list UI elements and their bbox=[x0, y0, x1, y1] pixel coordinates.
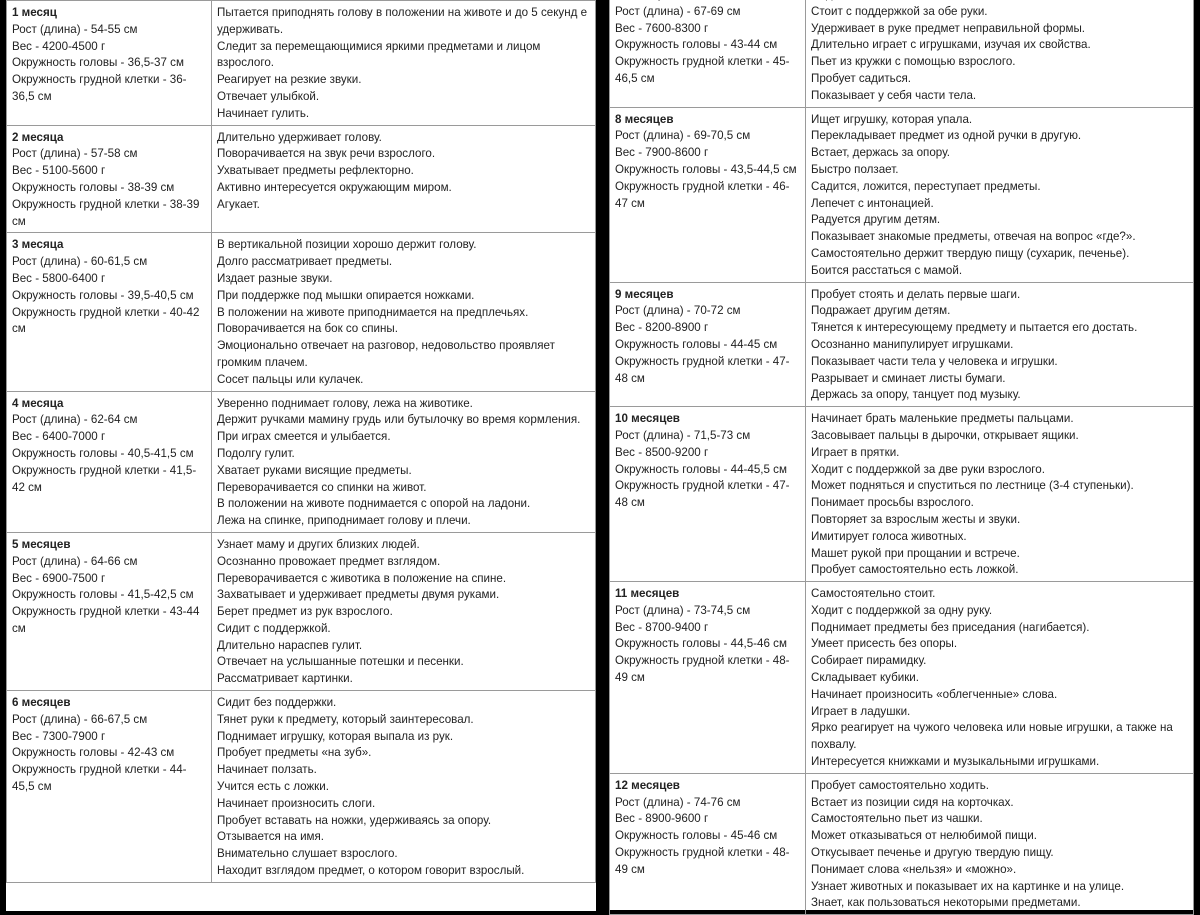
skill-line: Поднимает игрушку, которая выпала из рук. bbox=[217, 729, 454, 743]
skill-line: Умеет присесть без опоры. bbox=[811, 637, 958, 651]
table-row bbox=[7, 125, 596, 233]
skill-line: Ходит с поддержкой за две руки взрослого. bbox=[811, 462, 1045, 476]
skill-line: Разрывает и сминает листы бумаги. bbox=[811, 371, 1006, 385]
skill-line: Тянется к интересующему предмету и пытается его достать. bbox=[811, 321, 1138, 335]
param-line: Рост (длина) - 57-58 см bbox=[12, 147, 138, 161]
skills-cell bbox=[212, 1, 596, 126]
skill-line: Тянет руки к предмету, который заинтересовал. bbox=[217, 712, 474, 726]
skill-line: Показывает знакомые предметы, отвечая на вопрос «где?». bbox=[811, 230, 1136, 244]
params-cell bbox=[7, 391, 212, 532]
param-line: Окружность головы - 40,5-41,5 см bbox=[12, 446, 194, 460]
table-row bbox=[610, 0, 1194, 107]
param-line: Вес - 5800-6400 г bbox=[12, 271, 106, 285]
skill-line: Пробует самостоятельно есть ложкой. bbox=[811, 563, 1019, 577]
skill-line: Знает, как пользоваться некоторыми предметами. bbox=[811, 896, 1081, 910]
param-line: Рост (длина) - 62-64 см bbox=[12, 413, 138, 427]
skill-line: Самостоятельно стоит. bbox=[811, 587, 936, 601]
left-page bbox=[6, 0, 596, 911]
age-label: 6 месяцев bbox=[12, 696, 71, 710]
skill-line: Ходит с поддержкой за одну руку. bbox=[811, 603, 993, 617]
skills-cell bbox=[806, 0, 1194, 107]
param-line: Вес - 8200-8900 г bbox=[615, 321, 709, 335]
skill-line: Рассматривает картинки. bbox=[217, 672, 353, 686]
param-line: Окружность головы - 43,5-44,5 см bbox=[615, 162, 797, 176]
skill-line: Подражает другим детям. bbox=[811, 304, 951, 318]
param-line: Рост (длина) - 70-72 см bbox=[615, 304, 741, 318]
param-line: Окружность грудной клетки - 43-44 см bbox=[12, 605, 200, 635]
skill-line: Начинает гулить. bbox=[217, 106, 310, 120]
skill-line: Боится расстаться с мамой. bbox=[811, 263, 963, 277]
params-cell bbox=[7, 532, 212, 690]
skills-cell bbox=[212, 391, 596, 532]
table-row bbox=[7, 691, 596, 883]
param-line: Рост (длина) - 64-66 см bbox=[12, 554, 138, 568]
skill-line: Отвечает на услышанные потешки и песенки. bbox=[217, 655, 464, 669]
params-cell bbox=[7, 1, 212, 126]
table-row bbox=[610, 407, 1194, 582]
table-row bbox=[610, 773, 1194, 914]
skill-line: Имитирует голоса животных. bbox=[811, 529, 967, 543]
param-line: Рост (длина) - 73-74,5 см bbox=[615, 603, 751, 617]
skill-line: Длительно играет с игрушками, изучая их свойства. bbox=[811, 38, 1091, 52]
age-label: 5 месяцев bbox=[12, 537, 71, 551]
skill-line: Ищет игрушку, которая упала. bbox=[811, 112, 973, 126]
table-row bbox=[7, 532, 596, 690]
table-row bbox=[610, 582, 1194, 774]
skill-line: Сосет пальцы или кулачек. bbox=[217, 372, 364, 386]
skill-line: Сидит без поддержки. bbox=[217, 696, 337, 710]
skill-line: Эмоционально отвечает на разговор, недовольство проявляет громким плачем. bbox=[217, 339, 555, 369]
skill-line: Хватает руками висящие предметы. bbox=[217, 463, 412, 477]
skill-line: Понимает просьбы взрослого. bbox=[811, 496, 974, 510]
skill-line: Находит взглядом предмет, о котором говорит взрослый. bbox=[217, 864, 525, 878]
skill-line: Пытается приподнять голову в положении на животе и до 5 секунд е удерживать. bbox=[217, 6, 588, 36]
param-line: Окружность головы - 45-46 см bbox=[615, 829, 778, 843]
skill-line: Подолгу гулит. bbox=[217, 446, 295, 460]
table-row bbox=[7, 233, 596, 391]
param-line: Окружность головы - 38-39 см bbox=[12, 180, 175, 194]
param-line: Окружность головы - 39,5-40,5 см bbox=[12, 288, 194, 302]
skills-cell bbox=[212, 532, 596, 690]
skill-line: Начинает произносить «облегченные» слова. bbox=[811, 687, 1058, 701]
param-line: Окружность головы - 41,5-42,5 см bbox=[12, 588, 194, 602]
param-line: Рост (длина) - 54-55 см bbox=[12, 22, 138, 36]
skill-line: Поворачивается на звук речи взрослого. bbox=[217, 147, 436, 161]
skill-line: Издает разные звуки. bbox=[217, 271, 333, 285]
age-label: 12 месяцев bbox=[615, 778, 680, 792]
skill-line: Встает, держась за опору. bbox=[811, 146, 950, 160]
age-label: 9 месяцев bbox=[615, 287, 674, 301]
skill-line: Длительно удерживает голову. bbox=[217, 130, 382, 144]
param-line: Вес - 8900-9600 г bbox=[615, 812, 709, 826]
skills-cell bbox=[212, 125, 596, 233]
param-line: Окружность грудной клетки - 40-42 см bbox=[12, 305, 200, 336]
param-line: Окружность головы - 44-45,5 см bbox=[615, 462, 787, 476]
params-cell bbox=[610, 407, 806, 582]
skill-line: Складывает кубики. bbox=[811, 671, 919, 685]
skill-line: Лежа на спинке, приподнимает голову и плечи. bbox=[217, 514, 471, 528]
age-label: 10 месяцев bbox=[615, 412, 680, 426]
skill-line: Показывает у себя части тела. bbox=[811, 88, 977, 102]
skill-line: При играх смеется и улыбается. bbox=[217, 430, 391, 444]
param-line: Окружность грудной клетки - 46-47 см bbox=[615, 179, 790, 210]
skill-line: Быстро ползает. bbox=[811, 162, 899, 176]
skill-line: Сидит с поддержкой. bbox=[217, 621, 331, 635]
param-line: Вес - 4200-4500 г bbox=[12, 39, 106, 53]
param-line: Окружность головы - 44-45 см bbox=[615, 337, 778, 351]
age-label: 11 месяцев bbox=[615, 587, 680, 601]
age-label: 2 месяца bbox=[12, 130, 64, 144]
params-cell bbox=[7, 233, 212, 391]
param-line: Окружность грудной клетки - 47-48 см bbox=[615, 479, 790, 510]
skill-line: Захватывает и удерживает предметы двумя руками. bbox=[217, 588, 500, 602]
params-cell bbox=[610, 773, 806, 914]
skill-line: Пробует предметы «на зуб». bbox=[217, 746, 372, 760]
param-line: Окружность головы - 43-44 см bbox=[615, 38, 778, 52]
param-line: Окружность грудной клетки - 38-39 см bbox=[12, 197, 200, 228]
skill-line: Самостоятельно держит твердую пищу (сухарик, печенье). bbox=[811, 246, 1130, 260]
skill-line: Стоит с поддержкой за обе руки. bbox=[811, 4, 988, 18]
param-line: Вес - 5100-5600 г bbox=[12, 164, 106, 178]
skill-line: Перекладывает предмет из одной ручки в другую. bbox=[811, 129, 1082, 143]
skill-line: При поддержке под мышки опирается ножками. bbox=[217, 288, 475, 302]
params-cell bbox=[610, 282, 806, 407]
age-label: 3 месяца bbox=[12, 238, 64, 252]
param-line: Рост (длина) - 60-61,5 см bbox=[12, 255, 148, 269]
param-line: Окружность грудной клетки - 36-36,5 см bbox=[12, 73, 187, 103]
skill-line: Играет в прятки. bbox=[811, 445, 900, 459]
param-line: Окружность головы - 36,5-37 см bbox=[12, 56, 184, 70]
skill-line: Собирает пирамидку. bbox=[811, 654, 927, 668]
skill-line: Переворачивается с животика в положение на спине. bbox=[217, 571, 507, 585]
param-line: Вес - 8700-9400 г bbox=[615, 620, 709, 634]
skills-cell bbox=[212, 233, 596, 391]
param-line: Окружность грудной клетки - 45-46,5 см bbox=[615, 55, 790, 85]
skill-line: Берет предмет из рук взрослого. bbox=[217, 605, 393, 619]
param-line: Окружность головы - 42-43 см bbox=[12, 746, 175, 760]
params-cell bbox=[7, 691, 212, 883]
skill-line: Откусывает печенье и другую твердую пищу. bbox=[811, 846, 1054, 860]
skill-line: Пьет из кружки с помощью взрослого. bbox=[811, 55, 1016, 69]
skill-line: Пробует самостоятельно ходить. bbox=[811, 778, 990, 792]
skills-cell bbox=[806, 107, 1194, 282]
skill-line: Держась за опору, танцует под музыку. bbox=[811, 388, 1021, 402]
skill-line: Осознанно манипулирует игрушками. bbox=[811, 337, 1014, 351]
age-label: 1 месяц bbox=[12, 6, 57, 19]
table-row bbox=[610, 107, 1194, 282]
skill-line: Отвечает улыбкой. bbox=[217, 89, 320, 103]
skill-line: Встает из позиции сидя на корточках. bbox=[811, 795, 1014, 809]
skill-line: Радуется другим детям. bbox=[811, 213, 941, 227]
development-table-left bbox=[6, 0, 596, 883]
skills-cell bbox=[806, 407, 1194, 582]
development-table-right bbox=[609, 0, 1194, 915]
skill-line: Пробует стоять и делать первые шаги. bbox=[811, 287, 1021, 301]
param-line: Вес - 6400-7000 г bbox=[12, 430, 106, 444]
skill-line: В вертикальной позиции хорошо держит голову. bbox=[217, 238, 477, 252]
skill-line: Играет в ладушки. bbox=[811, 704, 911, 718]
param-line: Окружность грудной клетки - 41,5-42 см bbox=[12, 463, 197, 494]
skills-cell bbox=[806, 773, 1194, 914]
table-row bbox=[7, 391, 596, 532]
skills-cell bbox=[806, 282, 1194, 407]
param-line: Рост (длина) - 71,5-73 см bbox=[615, 428, 751, 442]
skill-line: Начинает брать маленькие предметы пальцами. bbox=[811, 412, 1074, 426]
params-cell bbox=[7, 125, 212, 233]
skill-line: Узнает животных и показывает их на картинке и на улице. bbox=[811, 879, 1125, 893]
age-label: 8 месяцев bbox=[615, 112, 674, 126]
skill-line: Реагирует на резкие звуки. bbox=[217, 73, 362, 87]
param-line: Вес - 7600-8300 г bbox=[615, 21, 709, 35]
age-label: 4 месяца bbox=[12, 396, 64, 410]
skill-line: Начинает ползать. bbox=[217, 763, 317, 777]
params-cell bbox=[610, 582, 806, 774]
skill-line: Учится есть с ложки. bbox=[217, 780, 329, 794]
skill-line: Засовывает пальцы в дырочки, открывает ящики. bbox=[811, 428, 1079, 442]
skill-line: Длительно нараспев гулит. bbox=[217, 638, 363, 652]
skill-line: Может отказываться от нелюбимой пищи. bbox=[811, 829, 1037, 843]
param-line: Рост (длина) - 67-69 см bbox=[615, 4, 741, 18]
skill-line: Удерживает в руке предмет неправильной формы. bbox=[811, 21, 1086, 35]
skill-line: Осознанно провожает предмет взглядом. bbox=[217, 554, 441, 568]
table-row bbox=[7, 1, 596, 126]
params-cell bbox=[610, 107, 806, 282]
skill-line: В положении на животе поднимается с опорой на ладони. bbox=[217, 497, 531, 511]
param-line: Вес - 7900-8600 г bbox=[615, 146, 709, 160]
skill-line: Держит ручками мамину грудь или бутылочку во время кормления. bbox=[217, 413, 581, 427]
param-line: Окружность головы - 44,5-46 см bbox=[615, 637, 787, 651]
skill-line: Лепечет с интонацией. bbox=[811, 196, 934, 210]
skill-line: Повторяет за взрослым жесты и звуки. bbox=[811, 512, 1021, 526]
skill-line: Агукает. bbox=[217, 197, 260, 211]
param-line: Рост (длина) - 66-67,5 см bbox=[12, 712, 148, 726]
skill-line: Понимает слова «нельзя» и «можно». bbox=[811, 862, 1017, 876]
params-cell bbox=[610, 0, 806, 107]
skill-line: Ярко реагирует на чужого человека или новые игрушки, а также на похвалу. bbox=[811, 721, 1173, 752]
skill-line: Показывает части тела у человека и игрушки. bbox=[811, 354, 1058, 368]
param-line: Окружность грудной клетки - 44-45,5 см bbox=[12, 763, 187, 794]
skill-line: Может подняться и спуститься по лестнице (3-4 ступеньки). bbox=[811, 479, 1134, 493]
param-line: Рост (длина) - 74-76 см bbox=[615, 795, 741, 809]
skills-cell bbox=[806, 582, 1194, 774]
param-line: Рост (длина) - 69-70,5 см bbox=[615, 129, 751, 143]
skill-line: Пробует вставать на ножки, удерживаясь за опору. bbox=[217, 813, 492, 827]
skill-line: Самостоятельно пьет из чашки. bbox=[811, 812, 983, 826]
skill-line: Машет рукой при прощании и встрече. bbox=[811, 546, 1020, 560]
skill-line: Долго рассматривает предметы. bbox=[217, 255, 393, 269]
skill-line: Ухватывает предметы рефлекторно. bbox=[217, 164, 414, 178]
param-line: Вес - 6900-7500 г bbox=[12, 571, 106, 585]
skill-line: Пробует садиться. bbox=[811, 71, 912, 85]
skill-line: Поворачивается на бок со спины. bbox=[217, 322, 398, 336]
right-page bbox=[609, 0, 1194, 910]
skill-line: Уверенно поднимает голову, лежа на животике. bbox=[217, 396, 473, 410]
skill-line: Начинает произносить слоги. bbox=[217, 796, 376, 810]
param-line: Окружность грудной клетки - 48-49 см bbox=[615, 846, 790, 876]
skill-line: Интересуется книжками и музыкальными игрушками. bbox=[811, 755, 1100, 769]
param-line: Окружность грудной клетки - 47-48 см bbox=[615, 354, 790, 385]
skills-cell bbox=[212, 691, 596, 883]
table-row bbox=[610, 282, 1194, 407]
skill-line: Поднимает предметы без приседания (нагибается). bbox=[811, 620, 1090, 634]
skill-line: В положении на животе приподнимается на предплечьях. bbox=[217, 305, 529, 319]
skill-line: Внимательно слушает взрослого. bbox=[217, 847, 398, 861]
skill-line: Активно интересуется окружающим миром. bbox=[217, 180, 452, 194]
skill-line: Следит за перемещающимися яркими предметами и лицом взрослого. bbox=[217, 39, 541, 70]
param-line: Окружность грудной клетки - 48-49 см bbox=[615, 654, 790, 685]
skill-line: Узнает маму и других близких людей. bbox=[217, 537, 420, 551]
skill-line: Переворачивается со спинки на живот. bbox=[217, 480, 427, 494]
param-line: Вес - 8500-9200 г bbox=[615, 445, 709, 459]
skill-line: Садится, ложится, переступает предметы. bbox=[811, 179, 1041, 193]
param-line: Вес - 7300-7900 г bbox=[12, 729, 106, 743]
skill-line: Отзывается на имя. bbox=[217, 830, 325, 844]
